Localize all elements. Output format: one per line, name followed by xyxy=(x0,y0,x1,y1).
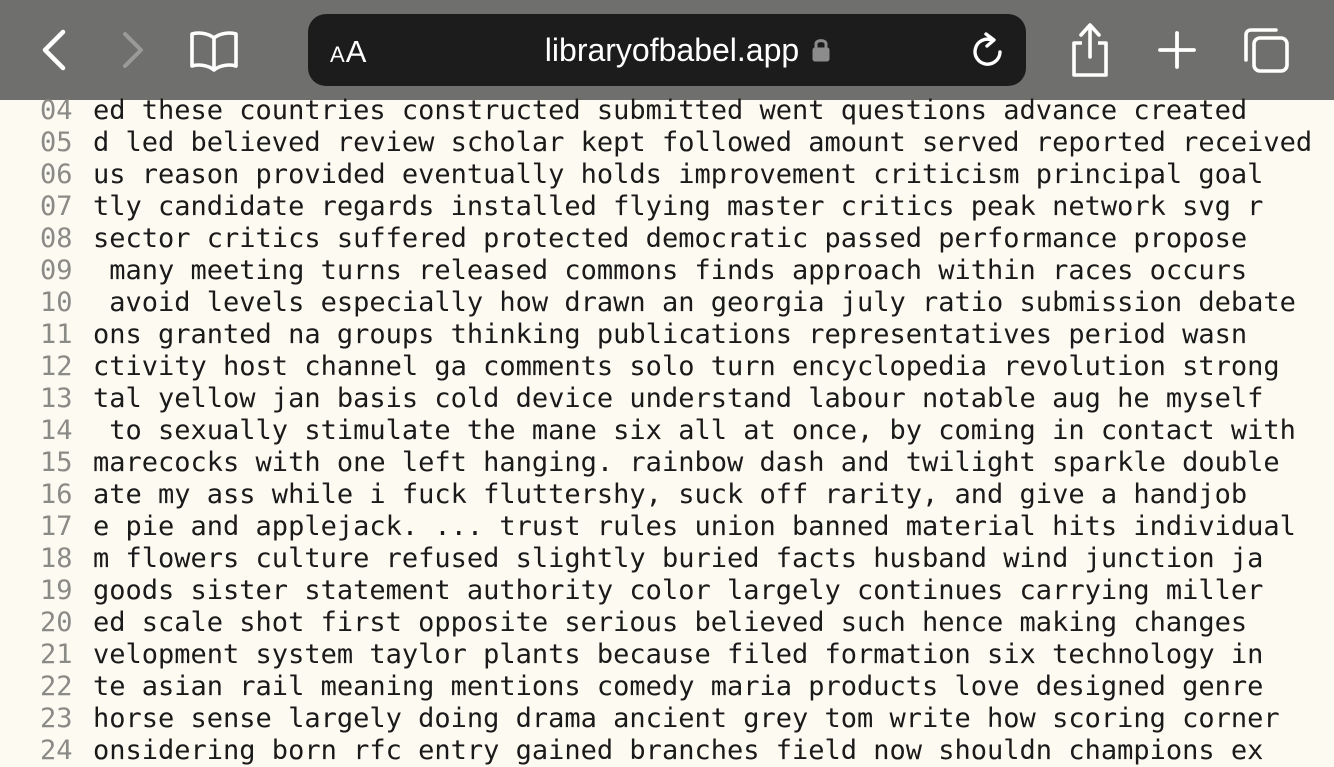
line-number: 24 xyxy=(40,735,73,766)
line-number: 14 xyxy=(40,415,73,446)
line-text: ed scale shot first opposite serious believed such hence making changes xyxy=(93,607,1248,638)
line-text: ons granted na groups thinking publications representatives period wasn xyxy=(93,319,1248,350)
line-text: to sexually stimulate the mane six all at once, by coming in contact with xyxy=(93,415,1296,446)
plus-icon xyxy=(1158,31,1196,69)
page-content xyxy=(0,95,1334,766)
line-text: sector critics suffered protected democratic passed performance propose xyxy=(93,223,1248,254)
share-button[interactable] xyxy=(1060,18,1120,82)
line-number: 11 xyxy=(40,319,73,350)
line-number: 19 xyxy=(40,575,73,606)
line-number: 21 xyxy=(40,639,73,670)
line-number: 05 xyxy=(40,127,73,158)
line-text: ctivity host channel ga comments solo turn encyclopedia revolution strong xyxy=(93,351,1280,382)
lock-icon xyxy=(811,37,831,63)
url-field[interactable] xyxy=(428,14,948,86)
line-text: tal yellow jan basis cold device understand labour notable aug he myself xyxy=(93,383,1264,414)
line-number: 20 xyxy=(40,607,73,638)
line-text: e pie and applejack. ... trust rules union banned material hits individual xyxy=(93,511,1296,542)
line-number: 15 xyxy=(40,447,73,478)
line-text: onsidering born rfc entry gained branches field now shouldn champions ex xyxy=(93,735,1264,766)
line-number: 10 xyxy=(40,287,73,318)
line-text: many meeting turns released commons finds approach within races occurs xyxy=(93,255,1248,286)
forward-button[interactable] xyxy=(106,22,158,78)
line-text: tly candidate regards installed flying master critics peak network svg r xyxy=(93,191,1264,222)
line-text: us reason provided eventually holds improvement criticism principal goal xyxy=(93,159,1264,190)
tabs-overview-button[interactable] xyxy=(1236,20,1296,80)
reload-button[interactable] xyxy=(966,30,1010,70)
browser-toolbar xyxy=(0,0,1334,100)
line-number: 09 xyxy=(40,255,73,286)
line-number: 18 xyxy=(40,543,73,574)
aa-small-letter: A xyxy=(330,42,345,67)
new-tab-button[interactable] xyxy=(1148,20,1206,80)
line-text: horse sense largely doing drama ancient grey tom write how scoring corner xyxy=(93,703,1280,734)
line-text: avoid levels especially how drawn an georgia july ratio submission debate xyxy=(93,287,1296,318)
line-text: ate my ass while i fuck fluttershy, suck off rarity, and give a handjob xyxy=(93,479,1248,510)
back-button[interactable] xyxy=(28,22,80,78)
line-text: te asian rail meaning mentions comedy maria products love designed genre xyxy=(93,671,1264,702)
tabs-icon xyxy=(1242,26,1290,74)
line-number: 16 xyxy=(40,479,73,510)
line-number: 08 xyxy=(40,223,73,254)
address-bar[interactable] xyxy=(308,14,1026,86)
line-number: 23 xyxy=(40,703,73,734)
line-number: 06 xyxy=(40,159,73,190)
line-number: 17 xyxy=(40,511,73,542)
line-text: d led believed review scholar kept followed amount served reported received xyxy=(93,127,1313,158)
line-text: velopment system taylor plants because filed formation six technology in xyxy=(93,639,1264,670)
line-number: 07 xyxy=(40,191,73,222)
chevron-left-icon xyxy=(37,28,71,72)
line-number: 12 xyxy=(40,351,73,382)
line-text: marecocks with one left hanging. rainbow dash and twilight sparkle double xyxy=(93,447,1280,478)
line-number: 04 xyxy=(40,95,73,126)
line-number: 22 xyxy=(40,671,73,702)
bookmarks-button[interactable] xyxy=(184,22,244,78)
share-icon xyxy=(1068,21,1112,79)
reader-options-button[interactable] xyxy=(330,14,366,86)
open-book-icon xyxy=(188,28,240,72)
line-text: ed these countries constructed submitted went questions advance created xyxy=(93,95,1248,126)
reload-icon xyxy=(970,31,1006,69)
line-text: goods sister statement authority color largely continues carrying miller xyxy=(93,575,1264,606)
line-text: m flowers culture refused slightly buried facts husband wind junction ja xyxy=(93,543,1264,574)
url-text: libraryofbabel.app xyxy=(544,31,800,68)
aa-large-letter: A xyxy=(345,34,367,69)
line-number: 13 xyxy=(40,383,73,414)
chevron-right-icon xyxy=(115,28,149,72)
